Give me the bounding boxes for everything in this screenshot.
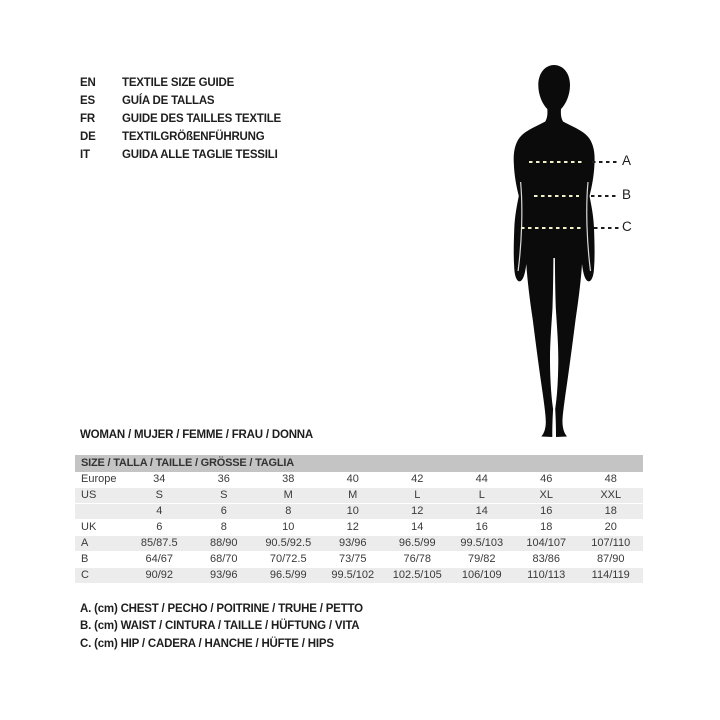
size-cell: 90/92 [145,569,174,581]
size-cell: XXL [600,489,622,501]
size-row-values [127,568,643,583]
language-code: EN [80,77,96,89]
size-cell: L [478,489,485,501]
size-cell: 42 [411,473,424,485]
size-cell: 64/67 [145,553,174,565]
size-cell: 107/110 [591,537,631,549]
size-table [75,455,643,584]
size-row-label: A [81,537,89,549]
size-cell: 16 [475,521,488,533]
size-cell: 96.5/99 [269,569,307,581]
size-cell: 40 [346,473,359,485]
size-cell: 76/78 [403,553,432,565]
size-table-row [75,568,643,584]
chest-dash-leader [592,161,619,163]
legend-line: B. (cm) WAIST / CINTURA / TAILLE / HÜFTUNG / VITA [80,620,360,633]
size-cell: 14 [475,505,488,517]
waist-dash-line [534,195,579,197]
size-cell: 99.5/103 [460,537,504,549]
measure-label-c: C [622,219,632,234]
size-table-row [75,472,643,488]
size-cell: S [220,489,228,501]
size-row-values [127,536,643,551]
size-row-values [127,472,643,487]
measurement-legend [80,601,363,653]
size-table-row [75,520,643,536]
size-cell: 36 [217,473,230,485]
size-cell: 46 [540,473,553,485]
size-row-label [75,504,127,519]
hip-dash-leader [594,227,619,229]
size-row-label: C [81,569,89,581]
size-cell: M [283,489,293,501]
legend-line: A. (cm) CHEST / PECHO / POITRINE / TRUHE / PETTO [80,603,363,615]
size-row-label: Europe [81,473,117,485]
language-title: GUÍA DE TALLAS [122,95,215,107]
size-cell: 83/86 [532,553,561,565]
size-cell: 110/113 [527,569,566,581]
language-title: TEXTILE SIZE GUIDE [122,77,235,89]
size-row-values [127,552,643,567]
size-cell: 90.5/92.5 [265,537,312,549]
size-cell: 44 [475,473,488,485]
size-cell: 8 [220,521,227,533]
size-cell: L [414,489,421,501]
size-cell: 96.5/99 [398,537,436,549]
measure-label-b: B [622,187,632,202]
size-cell: 104/107 [526,537,567,549]
language-code: FR [80,113,95,125]
size-cell: 6 [220,505,227,517]
measure-label-a: A [622,153,632,168]
size-cell: 8 [285,505,292,517]
size-row-label: B [81,553,89,565]
language-title: TEXTILGRÖßENFÜHRUNG [122,131,265,143]
size-cell: 88/90 [209,537,238,549]
waist-dash-leader [591,195,619,197]
size-cell: 93/96 [209,569,238,581]
size-cell: M [348,489,358,501]
size-cell: 12 [411,505,424,517]
size-cell: 106/109 [461,569,502,581]
size-table-row [75,488,643,504]
size-cell: 79/82 [467,553,496,565]
size-table-row [75,504,643,520]
size-cell: 12 [346,521,359,533]
woman-silhouette [508,64,608,438]
language-code: DE [80,131,96,143]
size-cell: 14 [411,521,424,533]
size-cell: 18 [540,521,553,533]
size-cell: 93/96 [338,537,367,549]
size-table-row [75,552,643,568]
size-cell: 70/72.5 [269,553,307,565]
size-cell: 85/87.5 [140,537,178,549]
size-cell: 4 [156,505,163,517]
size-cell: 73/75 [338,553,367,565]
size-cell: 18 [604,505,617,517]
size-cell: 102.5/105 [392,569,442,581]
hip-dash-line [521,227,584,229]
language-title: GUIDA ALLE TAGLIE TESSILI [122,149,278,161]
language-code: IT [80,149,90,161]
size-cell: XL [539,489,553,501]
size-table-rows [75,472,643,584]
size-table-row [75,536,643,552]
size-cell: 10 [282,521,295,533]
size-cell: 48 [604,473,617,485]
size-cell: S [155,489,163,501]
size-row-values [127,488,643,503]
size-cell: 68/70 [209,553,238,565]
size-cell: 20 [604,521,617,533]
size-cell: 99.5/102 [331,569,375,581]
size-cell: 87/90 [596,553,625,565]
size-cell: 10 [346,505,359,517]
size-row-label: US [81,489,97,501]
size-row-values [127,520,643,535]
size-row-label: UK [81,521,97,533]
section-title: WOMAN / MUJER / FEMME / FRAU / DONNA [80,429,314,441]
size-cell: 38 [282,473,295,485]
size-cell: 34 [153,473,166,485]
legend-line: C. (cm) HIP / CADERA / HANCHE / HÜFTE / HIPS [80,637,334,650]
size-cell: 114/119 [591,569,630,581]
language-title: GUIDE DES TAILLES TEXTILE [122,113,281,125]
language-code: ES [80,95,95,107]
size-row-values [127,504,643,519]
size-cell: 16 [540,505,553,517]
size-cell: 6 [156,521,163,533]
size-table-header: SIZE / TALLA / TAILLE / GRÖSSE / TAGLIA [75,455,643,472]
chest-dash-line [529,161,584,163]
